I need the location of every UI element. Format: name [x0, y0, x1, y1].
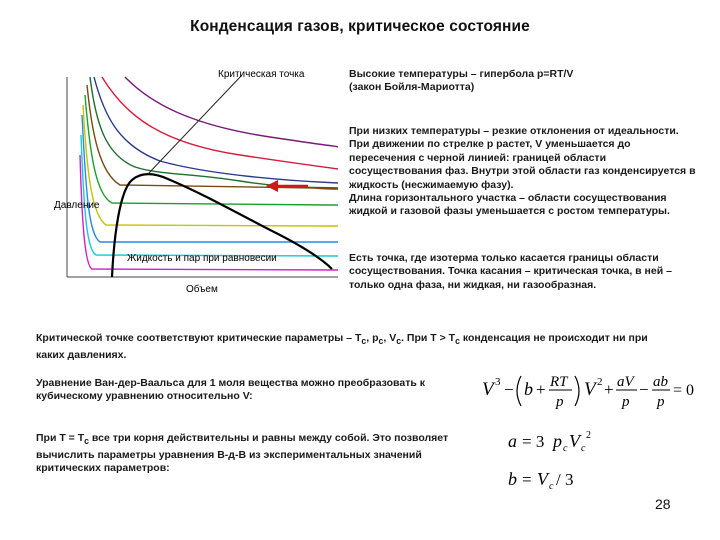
- horizontal-segment-paragraph: Длина горизонтального участка – области сосуществования жидкой и газовой фазы уменьшается с ростом температуры.: [349, 192, 670, 218]
- svg-text:= 3: = 3: [522, 432, 545, 451]
- svg-text:aV: aV: [617, 374, 634, 390]
- svg-text:V: V: [537, 469, 548, 489]
- svg-text:V: V: [584, 379, 596, 400]
- low-temperature-paragraph: При низких температуры – резкие отклонения от идеальности. При движении по стрелке p растет, V уменьшается до пересечения с черной линией: границей области сосуществования фаз. Внутри этой области газ конденсируется в жидкость (несжимаемую фазу).: [349, 125, 696, 191]
- slide-title: Конденсация газов, критическое состояние: [190, 18, 530, 35]
- high-temperature-line-1: Высокие температуры – гипербола p=RT/V: [349, 68, 574, 80]
- tangent-point-paragraph: Есть точка, где изотерма только касается границы области сосуществования. Точка касания – критическая точка, в ней – только одна фаза, ни жидкая, ни газообразная.: [349, 252, 672, 291]
- isotherm-9: [81, 135, 338, 256]
- critical-point-label: Критическая точка: [218, 69, 305, 80]
- svg-text:+: +: [536, 380, 546, 399]
- volume-axis-label: Объем: [186, 284, 218, 295]
- isotherm-1: [125, 77, 338, 147]
- compression-arrow: [266, 180, 308, 192]
- isotherm-5: [87, 85, 338, 189]
- a-parameter-equation: [506, 426, 616, 456]
- low-temperature-note: [349, 125, 699, 219]
- svg-text:−: −: [504, 380, 514, 399]
- svg-text:c: c: [581, 443, 586, 454]
- svg-text:2: 2: [597, 376, 603, 388]
- svg-text:c: c: [563, 443, 568, 454]
- svg-text:−: −: [639, 380, 649, 399]
- svg-text:V: V: [569, 431, 580, 451]
- page-number: 28: [655, 496, 671, 512]
- isotherm-2: [102, 77, 338, 169]
- equal-roots-paragraph: При $T = T_c$ все три корня действительны и равны между собой. Это позволяет вычислить параметры уравнения В-д-В из экспериментальных значений критических параметров:: [36, 432, 449, 474]
- svg-text:+: +: [604, 380, 614, 399]
- van-der-waals-paragraph: Уравнение Ван-дер-Ваальса для 1 моля вещества можно преобразовать к кубическому уравнению относительно V:: [36, 377, 425, 403]
- svg-text:p: p: [657, 394, 665, 410]
- region-label: Жидкость и пар при равновесии: [127, 253, 277, 264]
- svg-text:2: 2: [586, 430, 591, 441]
- svg-text:ab: ab: [653, 374, 668, 390]
- svg-text:p: p: [622, 394, 630, 410]
- svg-text:V: V: [482, 379, 494, 400]
- cubic-equation: [480, 364, 702, 414]
- critical-parameters-paragraph: Критической точке соответствуют критические параметры – $T_c$, $p_c$, $V_c$. При $T > T_c$ конденсация не происходит ни при каких давлениях.: [36, 332, 648, 361]
- b-parameter-equation: [506, 464, 616, 494]
- svg-text:/ 3: / 3: [556, 470, 574, 489]
- critical-point-pointer: [148, 75, 242, 174]
- svg-text:= 0: = 0: [673, 382, 695, 399]
- svg-text:p: p: [553, 431, 562, 451]
- high-temperature-line-2: (закон Бойля-Мариотта): [349, 81, 475, 94]
- svg-text:c: c: [549, 481, 554, 492]
- svg-text:3: 3: [495, 376, 501, 388]
- svg-text:=: =: [522, 470, 532, 489]
- pressure-axis-label: Давление: [54, 200, 100, 211]
- high-temperature-note: [349, 68, 689, 95]
- svg-text:p: p: [556, 394, 564, 410]
- svg-text:a: a: [508, 431, 517, 451]
- svg-text:b: b: [508, 469, 517, 489]
- isotherm-3: [94, 77, 338, 183]
- isotherm-7: [83, 105, 338, 226]
- svg-text:RT: RT: [550, 374, 568, 390]
- isotherm-diagram: [40, 55, 340, 305]
- svg-text:b: b: [524, 379, 533, 399]
